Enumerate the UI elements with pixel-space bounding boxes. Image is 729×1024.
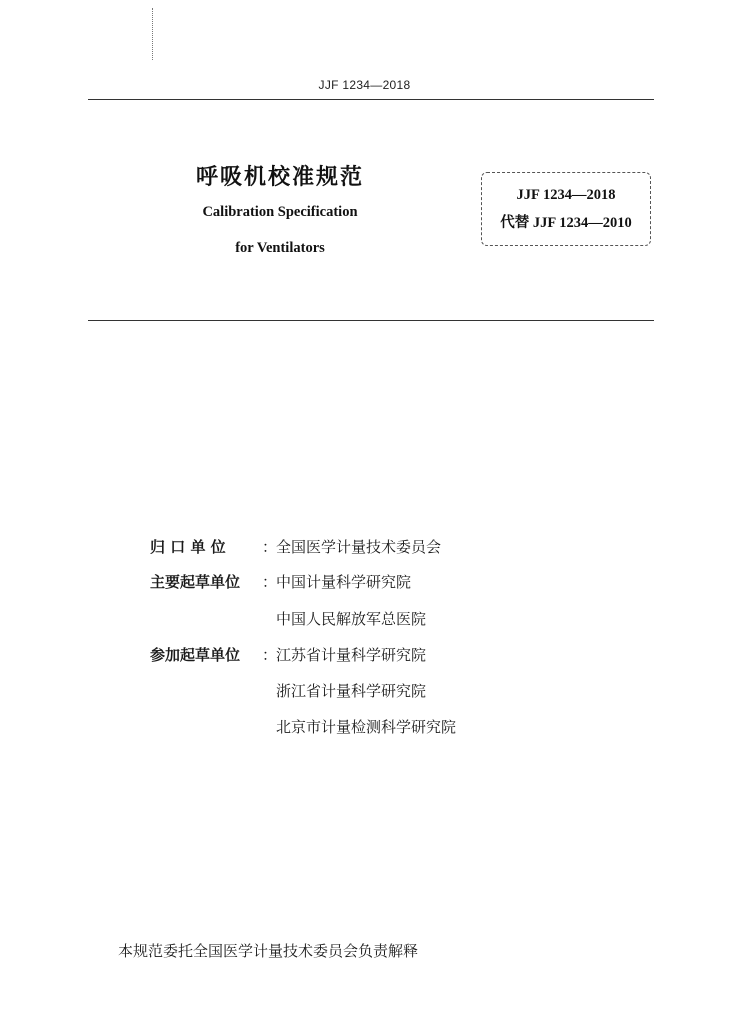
unit-value: 中国计量科学研究院 xyxy=(276,573,412,591)
title-chinese: 呼吸机校准规范 xyxy=(195,165,364,190)
unit-label: 主要起草单位 xyxy=(150,573,241,591)
unit-value: 江苏省计量科学研究院 xyxy=(276,646,427,664)
unit-colon: ： xyxy=(262,573,278,591)
unit-label: 归 口 单 位 xyxy=(150,538,226,556)
unit-value: 北京市计量检测科学研究院 xyxy=(276,718,457,736)
interpretation-note: 本规范委托全国医学计量技术委员会负责解释 xyxy=(118,942,419,960)
top-rule xyxy=(88,99,654,100)
title-english-line1: Calibration Specification xyxy=(202,204,358,220)
unit-value: 中国人民解放军总医院 xyxy=(276,610,427,628)
replaces-code: 代替 JJF 1234—2010 xyxy=(500,215,632,231)
unit-colon: ： xyxy=(262,538,278,556)
unit-value: 全国医学计量技术委员会 xyxy=(276,538,442,556)
standard-code: JJF 1234—2018 xyxy=(516,187,616,203)
scan-edge-mark xyxy=(152,8,153,60)
bottom-rule xyxy=(88,320,654,321)
unit-value: 浙江省计量科学研究院 xyxy=(276,682,427,700)
title-english-line2: for Ventilators xyxy=(235,240,325,256)
standard-code-box xyxy=(481,172,651,246)
unit-label: 参加起草单位 xyxy=(150,646,241,664)
running-header: JJF 1234—2018 xyxy=(318,78,411,92)
unit-colon: ： xyxy=(262,646,278,664)
